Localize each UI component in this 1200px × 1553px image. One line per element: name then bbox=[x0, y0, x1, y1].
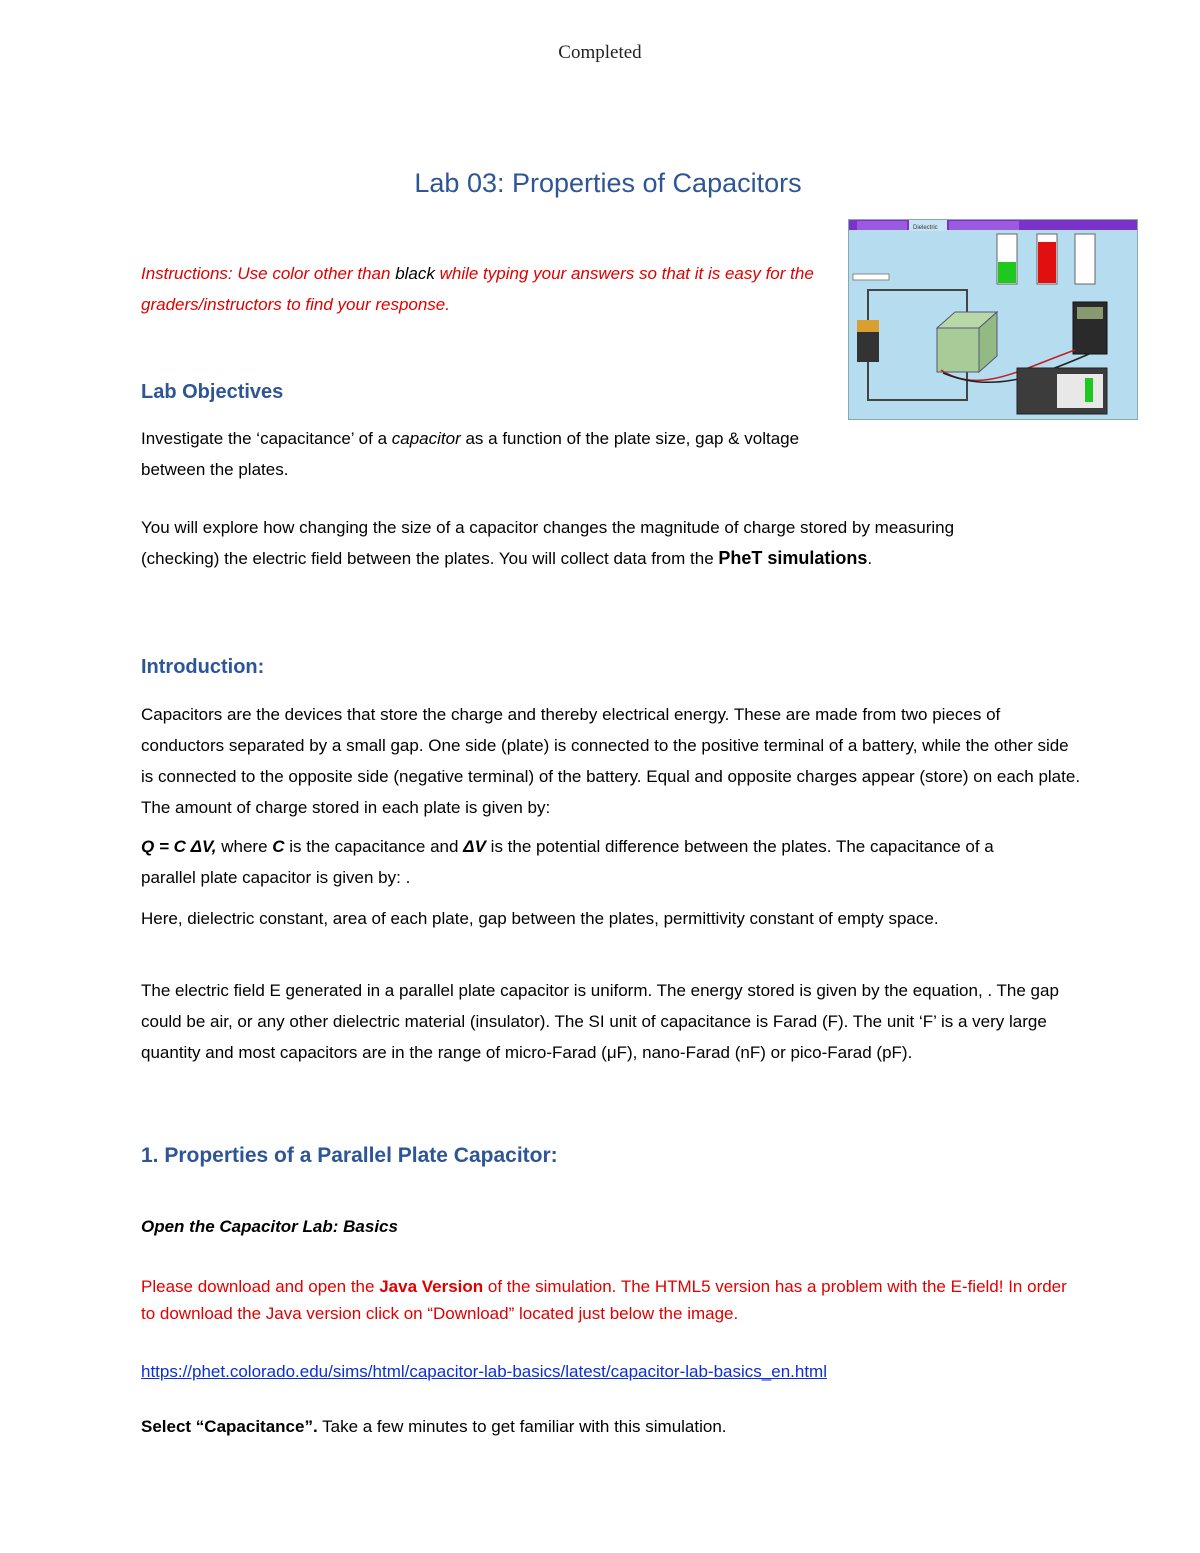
symbol-c: C bbox=[272, 837, 285, 856]
sim-meter-energy-fill bbox=[1076, 270, 1094, 283]
page-header-status: Completed bbox=[558, 42, 642, 63]
sim-meter-charge-fill bbox=[1038, 242, 1056, 283]
sim-efield-display bbox=[1057, 374, 1103, 408]
simulation-link[interactable]: https://phet.colorado.edu/sims/html/capacitor-lab-basics/latest/capacitor-lab-basics_en.html bbox=[141, 1362, 827, 1381]
sim-meter-capacitance-fill bbox=[998, 262, 1016, 283]
sim-checkbox-panel bbox=[853, 274, 889, 280]
objectives-p2-phet: PheT simulations bbox=[718, 548, 868, 568]
select-capacitance-line bbox=[141, 1411, 1041, 1442]
objectives-paragraph-2 bbox=[141, 512, 1011, 574]
instructions-paragraph bbox=[141, 258, 831, 320]
instructions-text-1: Instructions: Use color other than bbox=[141, 264, 396, 283]
introduction-paragraph-3: Here, dielectric constant, area of each plate, gap between the plates, permittivity constant of empty space. bbox=[141, 909, 939, 928]
sim-tab-intro bbox=[857, 221, 907, 230]
objectives-p1-emphasis: capacitor bbox=[391, 429, 461, 448]
select-capacitance-bold: Select “Capacitance”. bbox=[141, 1417, 318, 1436]
sim-efield-arrow bbox=[1085, 378, 1093, 402]
introduction-paragraph-2 bbox=[141, 831, 1041, 893]
sim-dielectric-front bbox=[937, 328, 979, 372]
sim-battery-top bbox=[857, 320, 879, 332]
simulation-link-container bbox=[141, 1362, 827, 1382]
introduction-paragraph-4: The electric field E generated in a parallel plate capacitor is uniform. The energy stored is given by the equation, . The gap could be air, or any other dielectric material (insulator). The SI unit of capacitance is Farad (F). The unit ‘F’ is a very large quantity and most capacitors are in the range of micro-Farad (μF), nano-Farad (nF) or pico-Farad (pF). bbox=[141, 981, 1059, 1062]
objectives-p1-text-a: Investigate the ‘capacitance’ of a bbox=[141, 429, 392, 448]
intro-p2-rest: is the potential difference between the plates. The capacitance of a parallel plate capacitor is given by: . bbox=[141, 837, 994, 887]
sim-tab-active-label: Dielectric bbox=[913, 225, 938, 231]
lab-objectives-heading: Lab Objectives bbox=[141, 381, 284, 403]
java-version-bold: Java Version bbox=[379, 1277, 484, 1296]
instructions-black-word: black bbox=[395, 264, 435, 283]
introduction-paragraph-1: Capacitors are the devices that store the charge and thereby electrical energy. These are made from two pieces of conductors separated by a small gap. One side (plate) is connected to the positive terminal of a battery, while the other side is connected to the opposite side (negative terminal) of the battery. Equal and opposite charges appear (store) on each plate. The amount of charge stored in each plate is given by: bbox=[141, 705, 1081, 817]
objectives-p2-text-a: You will explore how changing the size of a capacitor changes the magnitude of charge stored by measuring (checking) the electric field between the plates. You will collect data from the bbox=[141, 518, 955, 568]
instructions-text-2: while typing your answers so that it is easy for the graders/instructors to find your response. bbox=[141, 264, 814, 314]
java-notice-text-a: Please download and open the bbox=[141, 1277, 380, 1296]
simulation-illustration bbox=[849, 220, 1137, 419]
objectives-p2-text-b: . bbox=[867, 549, 873, 568]
objectives-paragraph-1 bbox=[141, 423, 831, 485]
intro-p2-text: is the capacitance and bbox=[284, 837, 464, 856]
sim-tab-multiple bbox=[949, 221, 1019, 230]
java-notice-text-b: of the simulation. The HTML5 version has a problem with the E-field! In order to download the Java version click on “Download” located just below the image. bbox=[141, 1277, 1067, 1323]
charge-formula: Q = C ΔV, bbox=[141, 837, 217, 856]
symbol-delta-v: ΔV bbox=[463, 837, 486, 856]
section-1-heading: 1. Properties of a Parallel Plate Capacitor: bbox=[141, 1144, 558, 1167]
introduction-heading: Introduction: bbox=[141, 656, 265, 678]
simulation-screenshot bbox=[848, 219, 1138, 420]
intro-p2-where: where bbox=[216, 837, 273, 856]
open-capacitor-lab-line: Open the Capacitor Lab: Basics bbox=[141, 1217, 398, 1236]
sim-voltmeter-display bbox=[1077, 307, 1103, 319]
page-title: Lab 03: Properties of Capacitors bbox=[414, 168, 802, 198]
objectives-p1-text-b: as a function of the plate size, gap & voltage between the plates. bbox=[141, 429, 800, 479]
java-version-notice bbox=[141, 1273, 1081, 1327]
select-capacitance-rest: Take a few minutes to get familiar with this simulation. bbox=[317, 1417, 727, 1436]
